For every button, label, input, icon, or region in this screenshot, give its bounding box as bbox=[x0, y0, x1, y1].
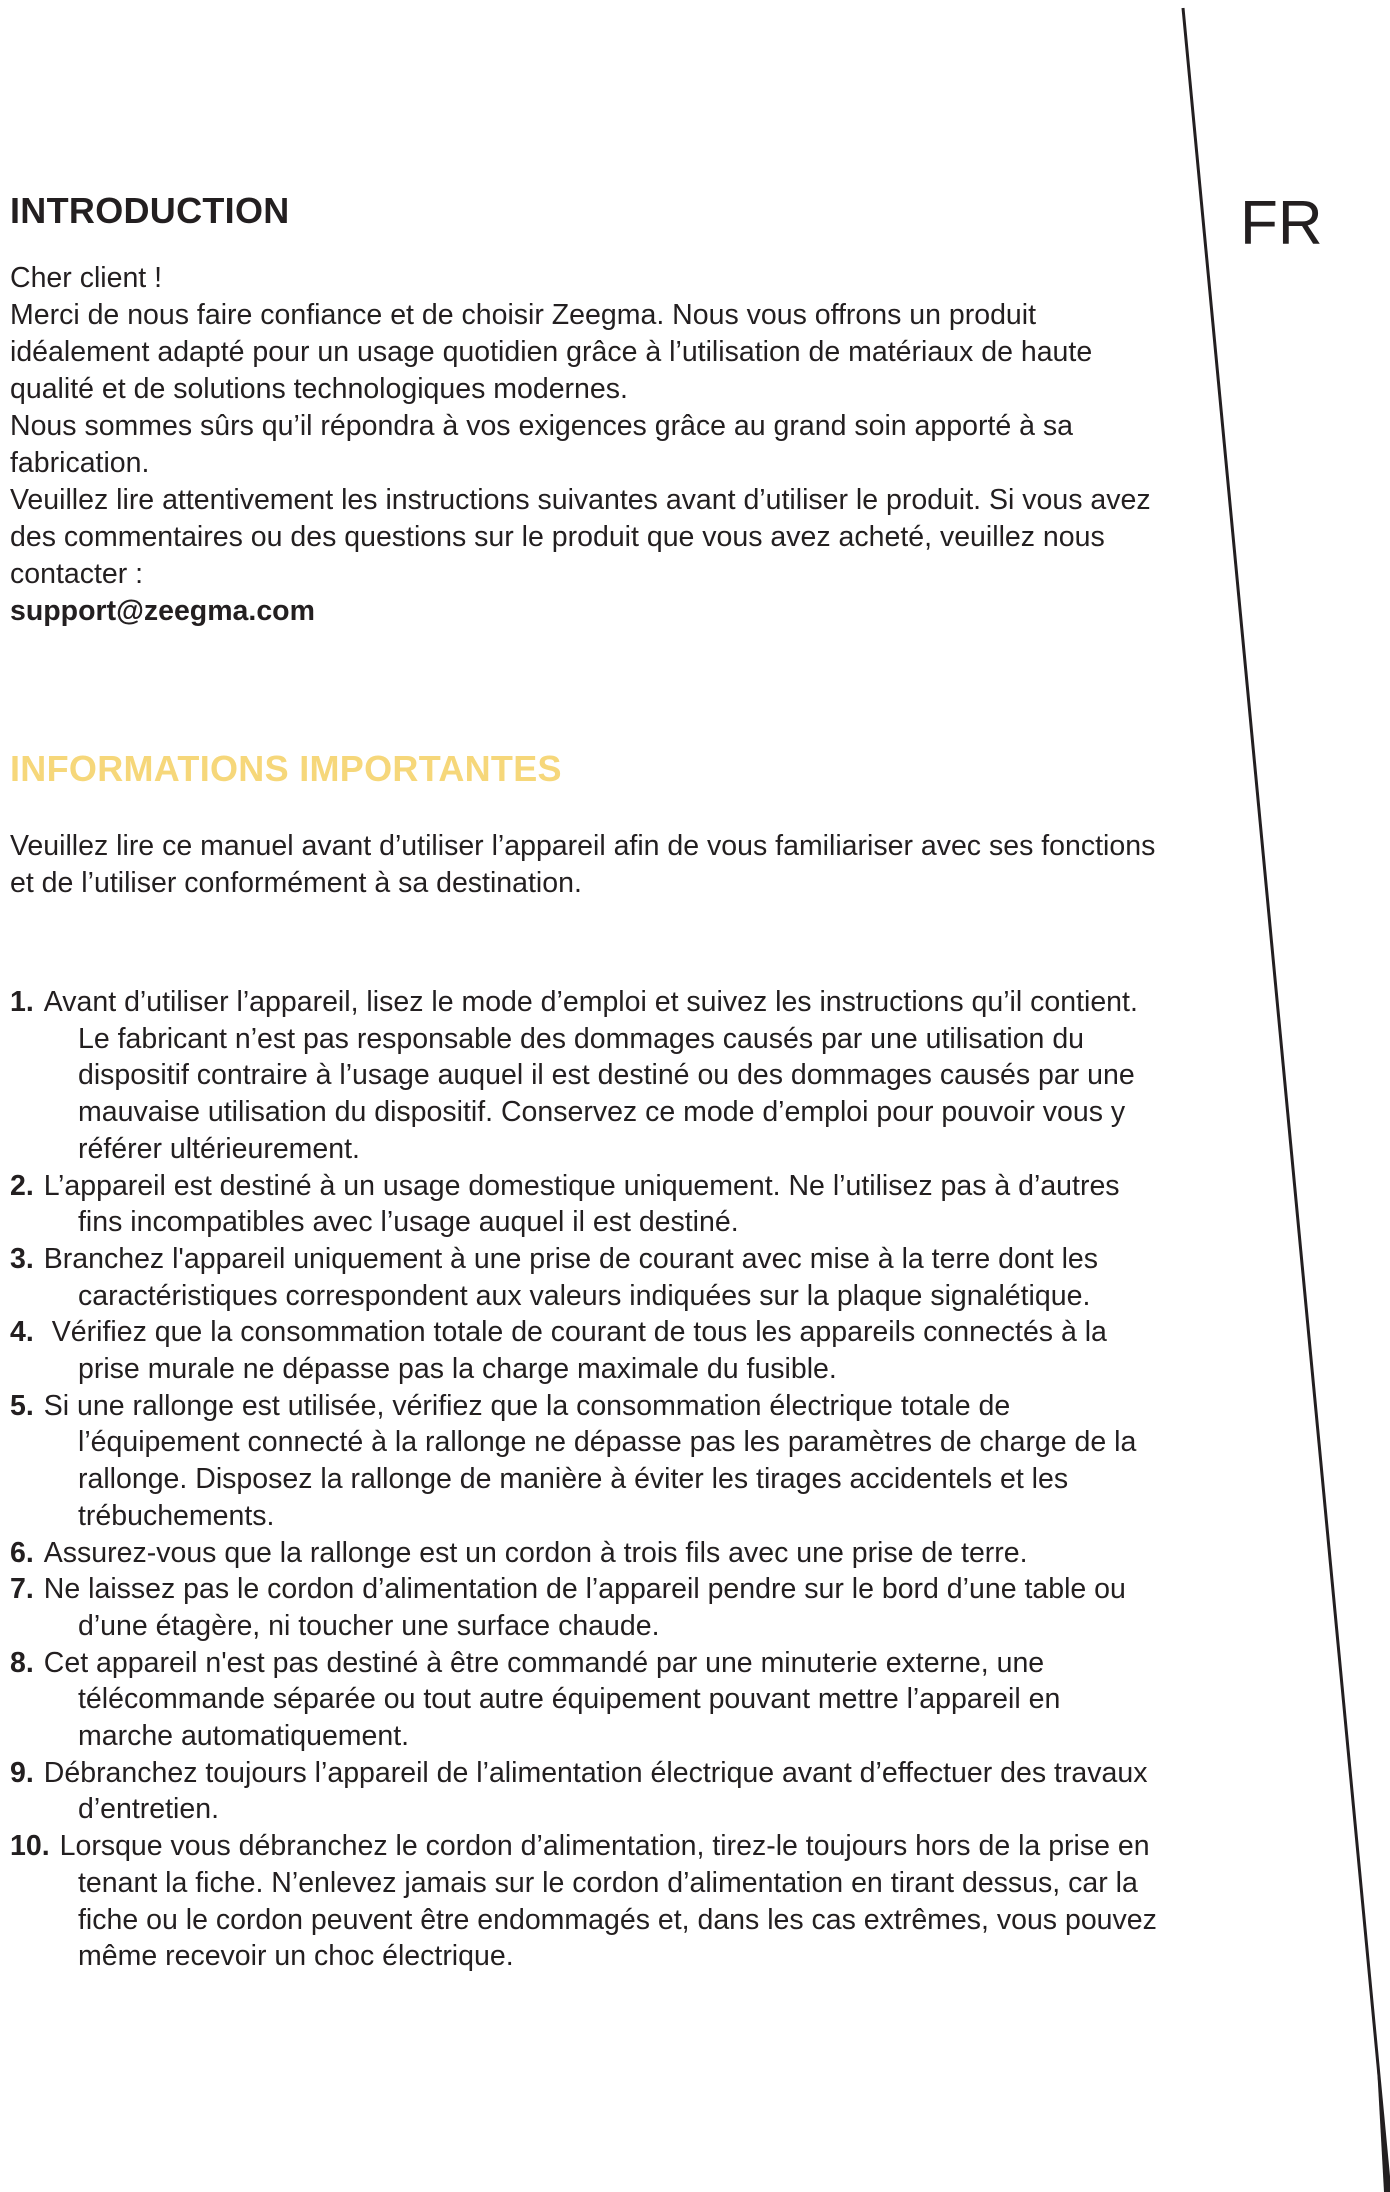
item-number: 2. bbox=[10, 1169, 34, 1202]
list-item bbox=[10, 1168, 1160, 1241]
contact-request-text: Veuillez lire attentivement les instructions suivantes avant d’utiliser le produit. Si vous avez des commentaires ou des questions sur le produit que vous avez acheté, veuillez nous contacter : bbox=[10, 484, 1151, 590]
manual-page bbox=[10, 190, 1160, 1975]
language-code-label: FR bbox=[1240, 189, 1323, 258]
item-text: Assurez-vous que la rallonge est un cordon à trois fils avec une prise de terre. bbox=[43, 1536, 1028, 1569]
item-number: 10. bbox=[10, 1830, 50, 1863]
item-number: 1. bbox=[10, 986, 34, 1018]
item-text: Vérifiez que la consommation totale de courant de tous les appareils connectés à la prise murale ne dépasse pas la charge maximale du fusible. bbox=[51, 1316, 1107, 1386]
item-text: Branchez l'appareil uniquement à une prise de courant avec mise à la terre dont les caractéristiques correspondent aux valeurs indiquées sur la plaque signalétique. bbox=[43, 1242, 1099, 1312]
safety-instructions-list bbox=[10, 984, 1160, 1975]
item-number: 5. bbox=[10, 1389, 34, 1422]
list-item bbox=[10, 984, 1160, 1168]
item-number: 9. bbox=[10, 1756, 34, 1789]
important-info-heading: INFORMATIONS IMPORTANTES bbox=[10, 748, 562, 789]
item-text: L’appareil est destiné à un usage domestique uniquement. Ne l’utilisez pas à d’autres fins incompatibles avec l’usage auquel il est destiné. bbox=[43, 1169, 1120, 1239]
item-number: 7. bbox=[10, 1573, 34, 1606]
list-item bbox=[10, 1535, 1160, 1572]
item-text: Ne laissez pas le cordon d’alimentation de l’appareil pendre sur le bord d’une table ou d’une étagère, ni toucher une surface chaude. bbox=[43, 1573, 1126, 1642]
list-item bbox=[10, 1828, 1160, 1975]
quality-text: Nous sommes sûrs qu’il répondra à vos exigences grâce au grand soin apporté à sa fabrication. bbox=[10, 410, 1074, 479]
greeting-text: Cher client ! bbox=[10, 262, 163, 294]
item-text: Cet appareil n'est pas destiné à être commandé par une minuterie externe, une télécommande séparée ou tout autre équipement pouvant mettre l’appareil en marche automatiquement. bbox=[43, 1646, 1061, 1753]
list-item bbox=[10, 1388, 1160, 1535]
item-text: Débranchez toujours l’appareil de l’alimentation électrique avant d’effectuer des travaux d’entretien. bbox=[43, 1756, 1148, 1826]
item-number: 8. bbox=[10, 1646, 34, 1679]
list-item bbox=[10, 1571, 1160, 1644]
item-text: Avant d’utiliser l’appareil, lisez le mode d’emploi et suivez les instructions qu’il contient. Le fabricant n’est pas responsable des dommages causés par une utilisation du dispositif contraire à l’usage auquel il est destiné ou des dommages causés par une mauvaise utilisation du dispositif. Conservez ce mode d’emploi pour pouvoir vous y référer ultérieurement. bbox=[43, 986, 1138, 1165]
item-number: 4. bbox=[10, 1316, 34, 1349]
thank-you-text: Merci de nous faire confiance et de choisir Zeegma. Nous vous offrons un produit idéalement adapté pour un usage quotidien grâce à l’utilisation de matériaux de haute qualité et de solutions technologiques modernes. bbox=[10, 299, 1093, 405]
item-text: Lorsque vous débranchez le cordon d’alimentation, tirez-le toujours hors de la prise en tenant la fiche. N’enlevez jamais sur le cordon d’alimentation en tirant dessus, car la fiche ou le cordon peuvent être endommagés et, dans les cas extrêmes, vous pouvez même recevoir un choc électrique. bbox=[59, 1830, 1157, 1973]
list-item bbox=[10, 1241, 1160, 1314]
list-item bbox=[10, 1645, 1160, 1755]
introduction-heading: INTRODUCTION bbox=[10, 190, 290, 231]
list-item bbox=[10, 1755, 1160, 1828]
list-item bbox=[10, 1314, 1160, 1387]
item-number: 6. bbox=[10, 1536, 34, 1569]
item-number: 3. bbox=[10, 1242, 34, 1275]
support-email-link[interactable]: support@zeegma.com bbox=[10, 595, 315, 627]
item-text: Si une rallonge est utilisée, vérifiez que la consommation électrique totale de l’équipement connecté à la rallonge ne dépasse pas les paramètres de charge de la rallonge. Disposez la rallonge de manière à éviter les tirages accidentels et les trébuchements. bbox=[43, 1389, 1137, 1532]
important-info-intro: Veuillez lire ce manuel avant d’utiliser l’appareil afin de vous familiariser avec ses fonctions et de l’utiliser conformément à sa destination. bbox=[10, 830, 1156, 899]
